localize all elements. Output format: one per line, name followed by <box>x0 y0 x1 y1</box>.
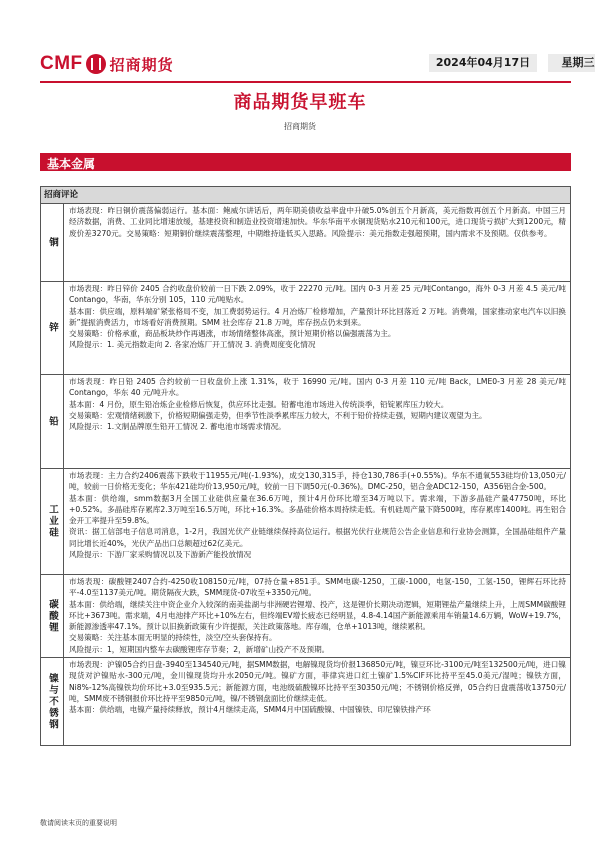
row-paragraph: 市场表现：昨日锌价 2405 合约收盘价较前一日下跌 2.09%，收于 22270 元/吨。国内 0-3 月差 25 元/吨Contango，海外 0-3 月差 4.5 美元/吨 Contango，华南，华东分别 105，110 元/吨贴水。 <box>69 284 566 305</box>
report-date: 2024年04月17日 <box>429 54 537 72</box>
row-paragraph: 基本面：供给端，继续关注中资企业介入较深的南美盐湖与非洲硬岩锂增、投产，这是锂价长期决动逻辑，短期锂盐产量继续上升，上周SMM碳酸锂环比+3673吨。需求端，4月电池排产环比+10%左右，但终端EV增长疲态已经明显，4.8-4.14国产新能源乘用车销量14.6万辆，WoW+19.7%，新能源渗透率47.1%。预计以旧换新政策有少许提振，关注政策落地。库存端，仓单+1013吨，继续累积。 <box>69 599 566 632</box>
table-row-lithium-carbonate <box>41 575 570 658</box>
row-paragraph: 市场表现：主力合约2406震荡下跌收于11955元/吨(-1.93%)，成交130,315手，持仓130,786手(+0.55%)。华东不通氧553硅均价13,050元/吨，较前一日价格无变化；华东421硅均价13,950元/吨，较前一日下调50元(-0.36%)。DMC-250，铝合金ADC12-150，A356铝合金-500。 <box>69 471 566 492</box>
row-content <box>64 375 570 468</box>
section-header <box>40 153 571 171</box>
row-paragraph: 风险提示：1. 美元指数走向 2. 各家冶炼厂开工情况 3. 消费周度变化情况 <box>69 340 316 350</box>
row-content <box>64 658 570 745</box>
row-paragraph: 风险提示：1.文制品牌原生铅开工情况 2. 蓄电池市场需求情况。 <box>69 422 286 432</box>
row-paragraph: 资讯：据工信部电子信息司消息，1-2月，我国光伏产业链继续保持高位运行。根据光伏行业规范公告企业信息和行业协会测算，全国晶硅组件产量同比增长近40%，光伏产品出口总额超过62亿美元。 <box>69 527 566 548</box>
commentary-table <box>40 186 571 746</box>
logo-emblem-icon <box>86 54 106 74</box>
row-paragraph: 交易策略：关注基本面无明显的持续性，淡空/空头套保持有。 <box>69 633 277 643</box>
row-paragraph: 交易策略：宏观情绪刺激下，价格短期偏强走势，但季节性淡季累库压力较大，不利于铅价持续走强，短期内建议观望为主。 <box>69 410 487 420</box>
row-content <box>64 469 570 574</box>
row-category: 锌 <box>41 282 64 374</box>
page-title: 商品期货早班车 <box>233 92 367 113</box>
row-paragraph: 风险提示：下游厂家采购情况以及下游新产能投放情况 <box>69 550 252 560</box>
row-category: 镍与不锈钢 <box>41 658 64 745</box>
page-subtitle: 招商期货 <box>284 122 316 131</box>
row-category: 工业硅 <box>41 469 64 574</box>
section-title: 基本金属 <box>47 157 96 171</box>
row-paragraph: 市场表现：碳酸锂2407合约-4250收108150元/吨，07持仓量+851手。SMM电碳-1250，工碳-1000，电氢-150，工氢-150，锂辉石环比持平-4.0至1137美元/吨。期货隔夜大跌，SMM现货-07收至+3350元/吨。 <box>69 577 566 598</box>
row-paragraph: 基本面：供给端，电镍产量持续释放，预计4月继续走高，SMM4月中国硫酸镍、中国镍铁、印尼镍铁排产环 <box>69 705 431 715</box>
row-category: 碳酸锂 <box>41 575 64 657</box>
logo-chinese: 招商期货 <box>109 55 174 74</box>
row-content <box>64 282 570 374</box>
page-header <box>40 48 595 82</box>
row-paragraph: 基本面：供给端，smm数据3月全国工业硅供应量在36.6万吨，预计4月份环比增至34万吨以下。需求端，下游多晶硅产量47750吨，环比+0.52%。多晶硅库存累库2.3万吨至16.5万吨，环比+16.3%。多晶硅价格本周持续走低。有机硅周产量下降500吨，库存累库1400吨。再生铝合金开工率提升至59.8%。 <box>69 493 566 526</box>
row-content <box>64 575 570 657</box>
report-weekday: 星期三 <box>548 54 595 72</box>
logo-latin: CMF <box>40 53 83 74</box>
row-paragraph: 基本面：4 月份，原生铅冶炼企业检修后恢复，供应环比走强。铅蓄电池市场进入传统淡季，铅锭累库压力较大。 <box>69 399 449 409</box>
table-row-copper <box>41 204 570 282</box>
row-category: 铜 <box>41 204 64 281</box>
table-row-nickel-stainless <box>41 658 570 745</box>
row-paragraph: 市场表现：昨日铅 2405 合约较前一日收盘价上涨 1.31%，收于 16990 元/吨。国内 0-3 月差 110 元/吨 Back，LME0-3 月差 28 美元/吨 Contango，华东 40 元/吨升水。 <box>69 377 566 398</box>
table-title: 招商评论 <box>41 187 570 204</box>
row-paragraph: 基本面：供应端，原料端矿紧张格局不变，加工费弱势运行。4 月冶炼厂检修增加，产量预计环比回落近 2 万吨。消费端，国家推动家电汽车以旧换新”提振消费活力，市场看好消费预期。SMM 社会库存 21.8 万吨，库存拐点仍未到来。 <box>69 306 566 327</box>
row-paragraph: 市场表现：昨日铜价震荡偏弱运行。基本面：鲍威尔讲话后，两年期美债收益率盘中升破5.0%创五个月新高，美元指数再创五个月新高。中国三月经济数据，消费、工业同比增速放缓，基建投资和制造业投资增速加快。华东华南平水铜现货贴水210元和100元，进口现货亏损扩大到1200元，精废价差3270元。交易策略：短期铜价继续震荡整理，中期维持逢低买入思路。风险提示：美元指数走强超预期，国内需求不及预期。仅供参考。 <box>69 206 566 238</box>
row-paragraph: 市场表现：沪镍05合约日盘-3940至134540元/吨，据SMM数据，电解镍现货均价报136850元/吨，镍豆环比-3100元/吨至132500元/吨，进口镍现货对沪镍贴水-300元/吨，金川镍现货均升水2050元/吨。镍矿方面，菲律宾进口红土镍矿1.5%CIF环比持平至45.0美元/湿吨；镍铁方面，Ni8%-12%高镍铁均价环比+3.0至935.5元；新能源方面，电池级硫酸镍环比持平至30350元/吨；不锈钢价格反弹，05合约日盘震荡收13750元/吨，SMM废不锈钢报价环比持平至9850元/吨，镍/不锈钢盘面比价继续走低。 <box>69 660 566 703</box>
page-footer-note: 敬请阅读末页的重要说明 <box>40 819 117 827</box>
table-row-lead <box>41 375 570 469</box>
table-row-zinc <box>41 282 570 375</box>
header-divider <box>40 81 571 83</box>
table-row-industrial-silicon <box>41 469 570 575</box>
company-logo <box>40 52 174 76</box>
row-paragraph: 风险提示：1，短期国内整车去碳酸锂库存节奏；2，新增矿山投产不及预期。 <box>69 644 330 654</box>
row-paragraph: 交易策略：价格承重，商品板块炒作再遇涨，市场情绪整体高涨，预计短期价格以偏强震荡为主。 <box>69 329 396 339</box>
row-content <box>64 204 570 281</box>
row-category: 铅 <box>41 375 64 468</box>
